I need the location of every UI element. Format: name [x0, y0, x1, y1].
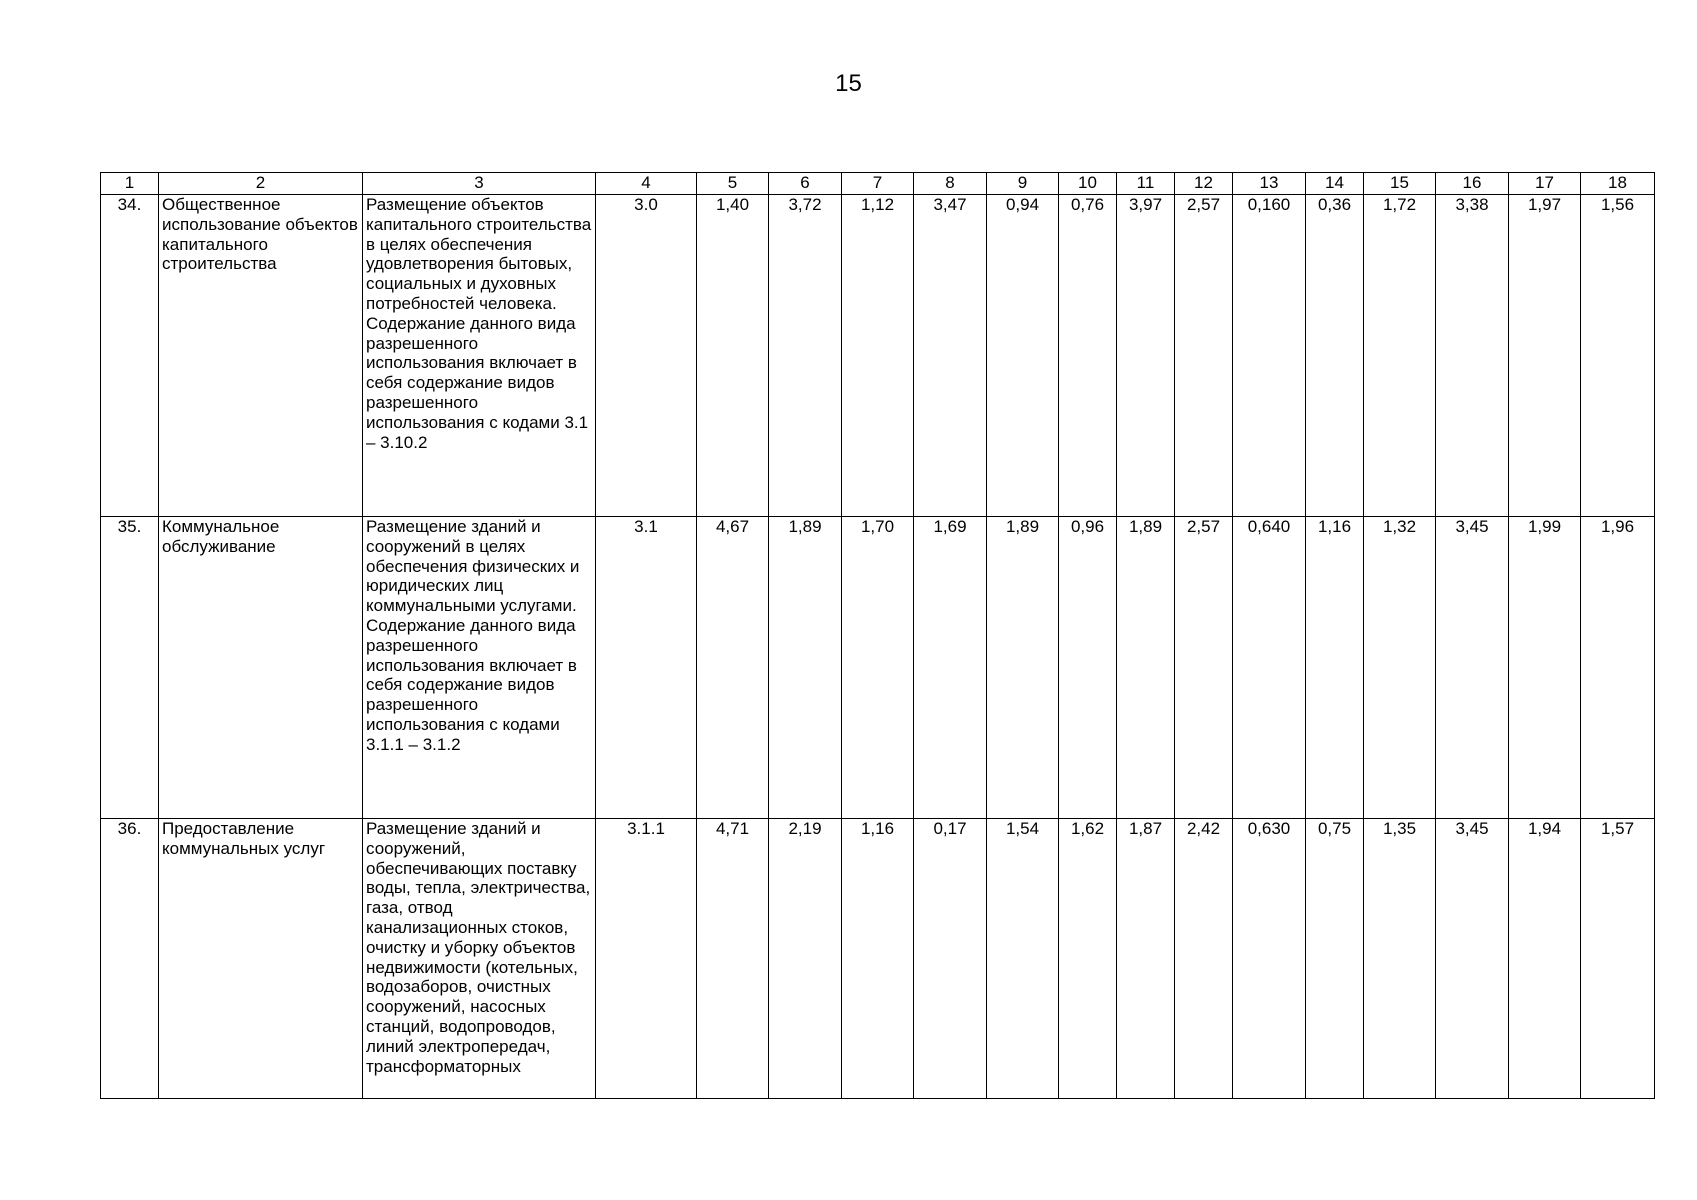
row-value: 1,89	[769, 517, 842, 819]
column-header: 15	[1364, 173, 1436, 195]
page-number: 15	[835, 70, 862, 97]
row-value: 1,89	[987, 517, 1059, 819]
row-value: 4,67	[697, 517, 769, 819]
row-value: 1,54	[987, 819, 1059, 1099]
row-value: 1,35	[1364, 819, 1436, 1099]
column-header: 3	[363, 173, 596, 195]
row-value: 0,36	[1306, 195, 1364, 517]
row-name: Общественное использование объектов капитального строительства	[159, 195, 363, 517]
column-header: 14	[1306, 173, 1364, 195]
row-value: 1,62	[1059, 819, 1117, 1099]
row-value: 0,94	[987, 195, 1059, 517]
row-name: Предоставление коммунальных услуг	[159, 819, 363, 1099]
row-value: 1,32	[1364, 517, 1436, 819]
row-value: 1,56	[1581, 195, 1655, 517]
row-value: 1,89	[1117, 517, 1175, 819]
row-value: 1,97	[1509, 195, 1581, 517]
row-value: 1,94	[1509, 819, 1581, 1099]
row-value: 1,70	[842, 517, 914, 819]
column-header: 5	[697, 173, 769, 195]
column-header: 7	[842, 173, 914, 195]
row-value: 1,16	[1306, 517, 1364, 819]
row-value: 3,45	[1436, 819, 1509, 1099]
column-header: 9	[987, 173, 1059, 195]
row-value: 3,97	[1117, 195, 1175, 517]
row-description: Размещение объектов капитального строительства в целях обеспечения удовлетворения бытовых, социальных и духовных потребностей человека. Содержание данного вида разрешенного использования включает в себя содержание видов разрешенного использования с кодами 3.1 – 3.10.2	[363, 195, 596, 517]
row-value: 0,640	[1233, 517, 1306, 819]
row-value: 0,160	[1233, 195, 1306, 517]
row-description-cell	[363, 819, 596, 1099]
row-code: 3.1.1	[596, 819, 697, 1099]
row-value: 1,69	[914, 517, 987, 819]
row-value: 0,17	[914, 819, 987, 1099]
row-value: 3,45	[1436, 517, 1509, 819]
table-row	[101, 517, 1655, 819]
row-value: 3,47	[914, 195, 987, 517]
column-header: 13	[1233, 173, 1306, 195]
row-number: 34.	[101, 195, 159, 517]
column-header: 12	[1175, 173, 1233, 195]
row-value: 1,96	[1581, 517, 1655, 819]
data-table	[100, 172, 1655, 1099]
table-row	[101, 195, 1655, 517]
row-value: 1,99	[1509, 517, 1581, 819]
column-header: 10	[1059, 173, 1117, 195]
column-header: 1	[101, 173, 159, 195]
row-value: 1,12	[842, 195, 914, 517]
row-value: 0,96	[1059, 517, 1117, 819]
row-value: 3,72	[769, 195, 842, 517]
column-header: 16	[1436, 173, 1509, 195]
row-value: 1,40	[697, 195, 769, 517]
row-value: 0,630	[1233, 819, 1306, 1099]
row-value: 1,72	[1364, 195, 1436, 517]
column-header: 8	[914, 173, 987, 195]
column-header: 18	[1581, 173, 1655, 195]
row-value: 0,75	[1306, 819, 1364, 1099]
row-value: 4,71	[697, 819, 769, 1099]
row-value: 3,38	[1436, 195, 1509, 517]
row-name: Коммунальное обслуживание	[159, 517, 363, 819]
row-value: 0,76	[1059, 195, 1117, 517]
row-value: 2,57	[1175, 195, 1233, 517]
row-description: Размещение зданий и сооружений в целях обеспечения физических и юридических лиц коммунальными услугами. Содержание данного вида разрешенного использования включает в себя содержание видов разрешенного использования с кодами 3.1.1 – 3.1.2	[363, 517, 596, 819]
row-value: 2,19	[769, 819, 842, 1099]
row-description: Размещение зданий и сооружений, обеспечивающих поставку воды, тепла, электричества, газа, отвод канализационных стоков, очистку и уборку объектов недвижимости (котельных, водозаборов, очистных сооружений, насосных станций, водопроводов, линий электропередач, трансформаторных	[366, 819, 591, 1076]
column-header: 4	[596, 173, 697, 195]
row-value: 1,57	[1581, 819, 1655, 1099]
column-header: 11	[1117, 173, 1175, 195]
column-header: 6	[769, 173, 842, 195]
row-number: 36.	[101, 819, 159, 1099]
row-code: 3.1	[596, 517, 697, 819]
row-number: 35.	[101, 517, 159, 819]
row-value: 2,57	[1175, 517, 1233, 819]
row-code: 3.0	[596, 195, 697, 517]
row-value: 1,16	[842, 819, 914, 1099]
row-value: 1,87	[1117, 819, 1175, 1099]
row-value: 2,42	[1175, 819, 1233, 1099]
table-row	[101, 819, 1655, 1099]
table-header-row	[101, 173, 1655, 195]
column-header: 17	[1509, 173, 1581, 195]
column-header: 2	[159, 173, 363, 195]
